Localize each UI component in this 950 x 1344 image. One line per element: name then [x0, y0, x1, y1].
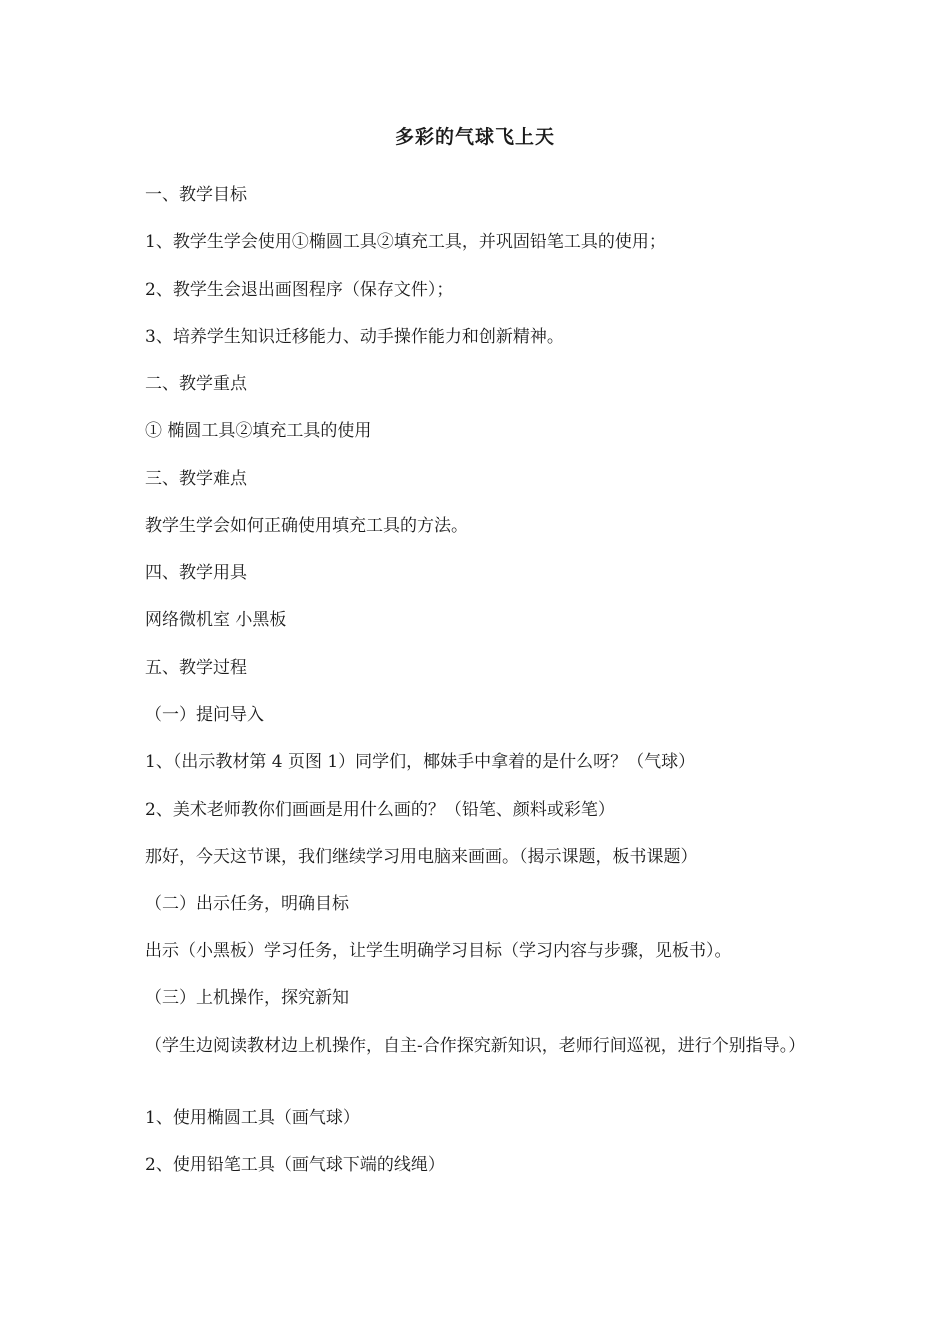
paragraph-line: 2、教学生会退出画图程序（保存文件）；: [145, 280, 454, 300]
paragraph-line: 网络微机室 小黑板: [145, 610, 287, 630]
section-heading-process: 五、教学过程: [145, 658, 247, 678]
subsection-heading: （三）上机操作，探究新知: [145, 988, 349, 1008]
section-heading-key-points: 二、教学重点: [145, 374, 247, 394]
section-heading-materials: 四、教学用具: [145, 563, 247, 583]
paragraph-line: 1、（出示教材第 4 页图 1）同学们，椰妹手中拿着的是什么呀？（气球）: [145, 752, 696, 772]
paragraph-line: 那好，今天这节课，我们继续学习用电脑来画画。（揭示课题，板书课题）: [145, 847, 698, 867]
paragraph-line: 3、培养学生知识迁移能力、动手操作能力和创新精神。: [145, 327, 564, 347]
paragraph-line: 出示（小黑板）学习任务，让学生明确学习目标（学习内容与步骤，见板书）。: [145, 941, 732, 961]
paragraph-line: 1、使用椭圆工具（画气球）: [145, 1108, 360, 1128]
document-title: 多彩的气球飞上天: [394, 126, 555, 148]
paragraph-line: 教学生学会如何正确使用填充工具的方法。: [145, 516, 468, 536]
section-heading-difficulties: 三、教学难点: [145, 469, 247, 489]
paragraph-line: ① 椭圆工具②填充工具的使用: [145, 421, 372, 441]
paragraph-line: 2、美术老师教你们画画是用什么画的？（铅笔、颜料或彩笔）: [145, 800, 615, 820]
section-heading-objectives: 一、教学目标: [145, 185, 247, 205]
subsection-heading: （一）提问导入: [145, 705, 264, 725]
paragraph-line: 2、使用铅笔工具（画气球下端的线绳）: [145, 1155, 445, 1175]
paragraph-line: 1、教学生学会使用①椭圆工具②填充工具，并巩固铅笔工具的使用；: [145, 232, 666, 252]
subsection-heading: （二）出示任务，明确目标: [145, 894, 349, 914]
paragraph-wrapped: （学生边阅读教材边上机操作，自主-合作探究新知识，老师行间巡视，进行个别指导。）: [145, 1036, 806, 1056]
